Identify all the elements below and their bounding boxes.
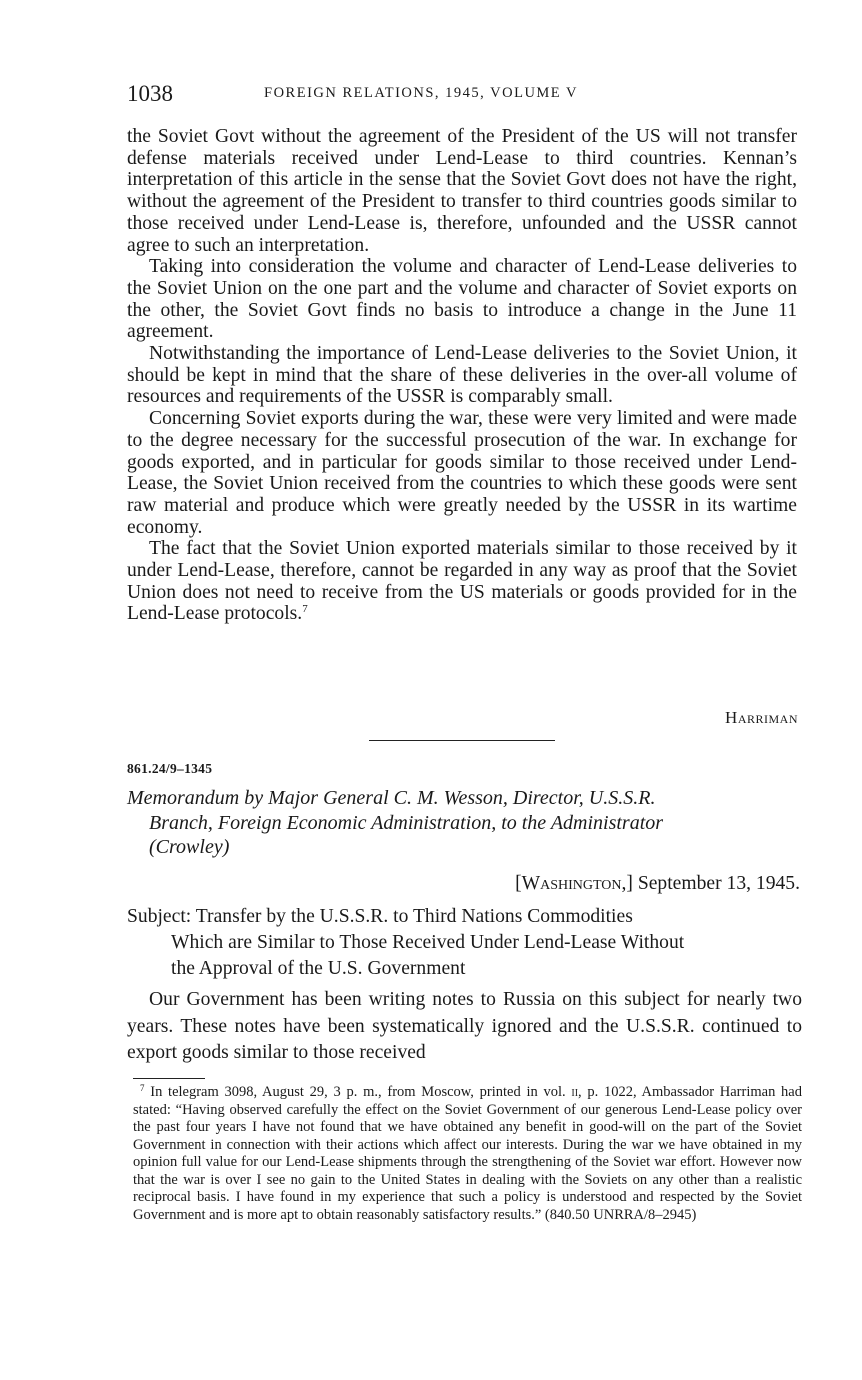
file-number: 861.24/9–1345 bbox=[127, 761, 213, 776]
signature: Harriman bbox=[725, 708, 798, 727]
memo-paragraph-1: Our Government has been writing notes to Russia on this subject for nearly two years. These notes have been systematically ignored and the U.S.S.R. continued to export goods similar to those received bbox=[127, 989, 802, 1063]
footnote-divider bbox=[133, 1078, 205, 1079]
section-divider bbox=[369, 740, 555, 741]
page-number: 1038 bbox=[127, 81, 173, 106]
paragraph-4: Concerning Soviet exports during the war, these were very limited and were made to the degree necessary for the successful prosecution of the war. In exchange for goods exported, and in particular for goods similar to those received under Lend-Lease, the Soviet Union received from the countries to which these goods were sent raw material and produce which were greatly needed by the USSR in its wartime economy. bbox=[127, 408, 797, 538]
footnote-marker: 7 bbox=[140, 1083, 145, 1093]
dateline bbox=[515, 873, 800, 895]
footnote-paragraph bbox=[133, 1084, 802, 1224]
footnote-text-part-1: In telegram 3098, August 29, 3 p. m., from Moscow, printed in vol. bbox=[150, 1084, 566, 1100]
footnote-text-part-2: , p. 1022, Ambassador Harriman had stated: “Having observed carefully the effect on the Soviet Government of our generous Lend-Lease policy over the past four years I have not found that we have obtained any benefit in good-will on the part of the Soviet Government in connection with their actions which affect our interests. During the war we have obtained in my opinion full value for our Lend-Lease shipments through the strengthening of the Soviet war effort. However now that the war is over I see no gain to the United States in dealing with the Soviets on any other than a realistic reciprocal basis. I have found in my experience that such a policy is understood and respected by the Soviet Government and is more apt to obtain reasonably satisfactory results.” (840.50 UNRRA/8–2945) bbox=[133, 1084, 802, 1223]
running-head: FOREIGN RELATIONS, 1945, VOLUME V bbox=[264, 85, 578, 101]
telegram-body bbox=[127, 126, 797, 625]
paragraph-3: Notwithstanding the importance of Lend-Lease deliveries to the Soviet Union, it should be kept in mind that the share of these deliveries in the over-all volume of resources and requirements of the USSR is comparably small. bbox=[127, 343, 797, 408]
subject-block bbox=[127, 904, 807, 982]
paragraph-5-text: The fact that the Soviet Union exported materials similar to those received by it under Lend-Lease, therefore, cannot be regarded in any way as proof that the Soviet Union does not need to receive from the US materials or goods provided for in the Lend-Lease protocols. bbox=[127, 538, 797, 625]
memo-title-line-1: Memorandum by Major General C. M. Wesson, Director, U.S.S.R. bbox=[127, 787, 656, 809]
memo-title-line-3: (Crowley) bbox=[149, 836, 230, 858]
footnote-7 bbox=[133, 1084, 802, 1224]
footnote-volume: ii bbox=[571, 1084, 579, 1100]
subject-line-1: Transfer by the U.S.S.R. to Third Nations Commodities bbox=[195, 906, 633, 927]
paragraph-5 bbox=[127, 538, 797, 625]
footnote-ref-7[interactable]: 7 bbox=[302, 603, 308, 616]
paragraph-2: Taking into consideration the volume and character of Lend-Lease deliveries to the Soviet Union on the one part and the volume and character of Soviet exports on the other, the Soviet Govt finds no basis to introduce a change in the June 11 agreement. bbox=[127, 256, 797, 343]
subject-line-3: the Approval of the U.S. Government bbox=[171, 958, 466, 979]
subject-line-2: Which are Similar to Those Received Under Lend-Lease Without bbox=[171, 932, 685, 953]
memo-body bbox=[127, 987, 802, 1067]
memo-title bbox=[127, 786, 817, 860]
memo-title-line-2: Branch, Foreign Economic Administration, to the Administrator bbox=[149, 811, 664, 834]
dateline-date: September 13, 1945. bbox=[637, 873, 800, 894]
paragraph-1: the Soviet Govt without the agreement of the President of the US will not transfer defense materials received under Lend-Lease to third countries. Kennan’s interpretation of this article in the sense that the Soviet Govt does not have the right, without the agreement of the President to transfer to third countries goods similar to those received under Lend-Lease is, therefore, unfounded and the USSR cannot agree to such an interpretation. bbox=[127, 126, 797, 256]
subject-label: Subject: bbox=[127, 906, 192, 927]
page-header bbox=[127, 80, 807, 110]
dateline-place: [Washington,] bbox=[515, 873, 633, 894]
